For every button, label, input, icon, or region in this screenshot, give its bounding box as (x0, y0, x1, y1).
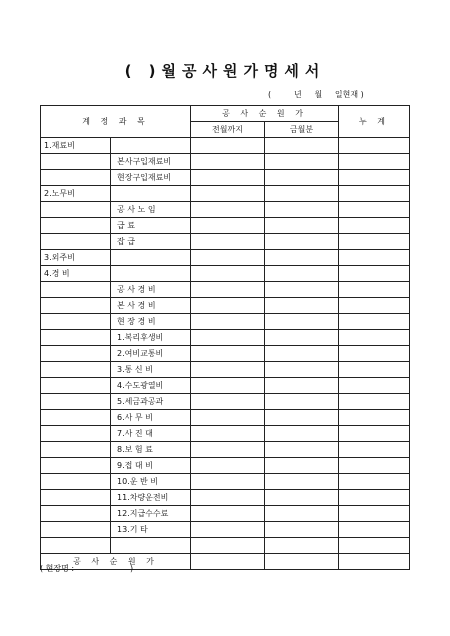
amount-this-month-cell[interactable] (265, 394, 339, 410)
amount-this-month-cell[interactable] (265, 410, 339, 426)
account-main-label (41, 298, 111, 314)
table-row (41, 522, 410, 538)
amount-this-month-cell[interactable] (265, 538, 339, 554)
table-row (41, 282, 410, 298)
account-sub-label (111, 250, 191, 266)
amount-to-last-month-cell[interactable] (191, 138, 265, 154)
table-row (41, 426, 410, 442)
amount-this-month-cell[interactable] (265, 362, 339, 378)
account-main-label (41, 442, 111, 458)
table-row (41, 410, 410, 426)
amount-to-last-month-cell[interactable] (191, 282, 265, 298)
account-main-label (41, 362, 111, 378)
table-row (41, 442, 410, 458)
account-sub-label: 현장구입재료비 (111, 170, 191, 186)
amount-cumulative-cell[interactable] (339, 426, 410, 442)
table-row (41, 490, 410, 506)
amount-cumulative-cell[interactable] (339, 346, 410, 362)
account-sub-label: 12.지급수수료 (111, 506, 191, 522)
header-this-month: 금월분 (265, 122, 339, 138)
amount-cumulative-cell[interactable] (339, 202, 410, 218)
total-label: 공 사 순 원 가 (41, 554, 191, 570)
site-name-field: ( 현장명 : ) (40, 564, 134, 573)
amount-this-month-cell[interactable] (265, 314, 339, 330)
amount-cumulative-cell[interactable] (339, 378, 410, 394)
page-title: ( )월공사원가명세서 (124, 62, 326, 80)
account-main-label (41, 522, 111, 538)
amount-cumulative-cell[interactable] (339, 522, 410, 538)
account-sub-label: 13.기 타 (111, 522, 191, 538)
table-row (41, 186, 410, 202)
amount-to-last-month-cell[interactable] (191, 218, 265, 234)
account-main-label (41, 410, 111, 426)
account-main-label: 2.노무비 (41, 186, 111, 202)
account-sub-label: 11.차량운전비 (111, 490, 191, 506)
amount-to-last-month-cell[interactable] (191, 234, 265, 250)
account-sub-label (111, 266, 191, 282)
amount-to-last-month-cell[interactable] (191, 426, 265, 442)
amount-cumulative-cell[interactable] (339, 138, 410, 154)
account-main-label (41, 282, 111, 298)
amount-cumulative-cell[interactable] (339, 250, 410, 266)
amount-this-month-cell[interactable] (265, 250, 339, 266)
amount-cumulative-cell[interactable] (339, 234, 410, 250)
amount-to-last-month-cell[interactable] (191, 458, 265, 474)
account-main-label (41, 234, 111, 250)
account-main-label (41, 218, 111, 234)
amount-this-month-cell[interactable] (265, 218, 339, 234)
table-row (41, 330, 410, 346)
table-row (41, 154, 410, 170)
amount-to-last-month-cell[interactable] (191, 442, 265, 458)
account-sub-label (111, 186, 191, 202)
account-main-label: 3.외주비 (41, 250, 111, 266)
amount-to-last-month-cell[interactable] (191, 394, 265, 410)
table-row (41, 170, 410, 186)
amount-cumulative-cell[interactable] (339, 186, 410, 202)
table-row (41, 250, 410, 266)
amount-cumulative-cell[interactable] (339, 330, 410, 346)
header-cumulative: 누 계 (339, 106, 410, 138)
account-sub-label: 4.수도광열비 (111, 378, 191, 394)
account-main-label (41, 314, 111, 330)
amount-to-last-month-cell[interactable] (191, 410, 265, 426)
table-row (41, 538, 410, 554)
account-sub-label: 현 장 경 비 (111, 314, 191, 330)
amount-cumulative-cell[interactable] (339, 538, 410, 554)
amount-cumulative-cell[interactable] (339, 154, 410, 170)
account-main-label (41, 394, 111, 410)
account-sub-label: 잡 급 (111, 234, 191, 250)
account-sub-label: 5.세금과공과 (111, 394, 191, 410)
account-main-label: 4.경 비 (41, 266, 111, 282)
account-sub-label: 급 료 (111, 218, 191, 234)
table-row (41, 234, 410, 250)
account-sub-label: 1.복리후생비 (111, 330, 191, 346)
table-row (41, 506, 410, 522)
account-main-label (41, 538, 111, 554)
account-main-label (41, 378, 111, 394)
account-main-label: 1.재료비 (41, 138, 111, 154)
header-account-subject: 계 정 과 목 (41, 106, 191, 138)
amount-this-month-cell[interactable] (265, 202, 339, 218)
account-sub-label: 2.여비교통비 (111, 346, 191, 362)
table-row (41, 474, 410, 490)
amount-this-month-cell[interactable] (265, 458, 339, 474)
amount-this-month-cell[interactable] (265, 378, 339, 394)
total-this-month-cell[interactable] (265, 554, 339, 570)
amount-cumulative-cell[interactable] (339, 394, 410, 410)
amount-this-month-cell[interactable] (265, 234, 339, 250)
amount-cumulative-cell[interactable] (339, 362, 410, 378)
amount-to-last-month-cell[interactable] (191, 330, 265, 346)
amount-cumulative-cell[interactable] (339, 266, 410, 282)
table-row (41, 458, 410, 474)
amount-cumulative-cell[interactable] (339, 458, 410, 474)
account-sub-label: 본 사 경 비 (111, 298, 191, 314)
amount-this-month-cell[interactable] (265, 138, 339, 154)
amount-cumulative-cell[interactable] (339, 474, 410, 490)
table-row (41, 314, 410, 330)
amount-this-month-cell[interactable] (265, 522, 339, 538)
amount-to-last-month-cell[interactable] (191, 314, 265, 330)
amount-to-last-month-cell[interactable] (191, 522, 265, 538)
amount-cumulative-cell[interactable] (339, 282, 410, 298)
amount-cumulative-cell[interactable] (339, 218, 410, 234)
amount-this-month-cell[interactable] (265, 170, 339, 186)
header-construction-cost: 공 사 순 원 가 (191, 106, 339, 122)
amount-to-last-month-cell[interactable] (191, 538, 265, 554)
account-sub-label: 7.사 진 대 (111, 426, 191, 442)
account-main-label (41, 346, 111, 362)
table-row (41, 266, 410, 282)
amount-to-last-month-cell[interactable] (191, 250, 265, 266)
cost-statement-table (40, 105, 410, 570)
amount-this-month-cell[interactable] (265, 346, 339, 362)
account-sub-label: 6.사 무 비 (111, 410, 191, 426)
account-main-label (41, 154, 111, 170)
table-row (41, 362, 410, 378)
amount-cumulative-cell[interactable] (339, 314, 410, 330)
account-main-label (41, 330, 111, 346)
amount-this-month-cell[interactable] (265, 330, 339, 346)
amount-to-last-month-cell[interactable] (191, 346, 265, 362)
table-row (41, 138, 410, 154)
header-to-last-month: 전월까지 (191, 122, 265, 138)
as-of-date: ( 년 월 일현재 ) (268, 90, 364, 99)
account-sub-label (111, 138, 191, 154)
table-row (41, 202, 410, 218)
amount-to-last-month-cell[interactable] (191, 490, 265, 506)
amount-to-last-month-cell[interactable] (191, 266, 265, 282)
total-cumulative-cell[interactable] (339, 554, 410, 570)
amount-this-month-cell[interactable] (265, 154, 339, 170)
amount-cumulative-cell[interactable] (339, 442, 410, 458)
table-row (41, 378, 410, 394)
amount-this-month-cell[interactable] (265, 506, 339, 522)
account-sub-label: 공 사 경 비 (111, 282, 191, 298)
table-row (41, 394, 410, 410)
amount-cumulative-cell[interactable] (339, 298, 410, 314)
amount-this-month-cell[interactable] (265, 266, 339, 282)
amount-this-month-cell[interactable] (265, 282, 339, 298)
account-main-label (41, 474, 111, 490)
amount-this-month-cell[interactable] (265, 474, 339, 490)
amount-this-month-cell[interactable] (265, 442, 339, 458)
amount-to-last-month-cell[interactable] (191, 298, 265, 314)
amount-this-month-cell[interactable] (265, 186, 339, 202)
account-sub-label: 9.접 대 비 (111, 458, 191, 474)
amount-cumulative-cell[interactable] (339, 170, 410, 186)
account-main-label (41, 170, 111, 186)
amount-cumulative-cell[interactable] (339, 410, 410, 426)
account-main-label (41, 458, 111, 474)
account-sub-label: 8.보 험 료 (111, 442, 191, 458)
amount-this-month-cell[interactable] (265, 426, 339, 442)
table-row (41, 346, 410, 362)
amount-to-last-month-cell[interactable] (191, 170, 265, 186)
table-row (41, 218, 410, 234)
amount-this-month-cell[interactable] (265, 490, 339, 506)
account-sub-label: 3.통 신 비 (111, 362, 191, 378)
amount-cumulative-cell[interactable] (339, 490, 410, 506)
table-row (41, 298, 410, 314)
amount-this-month-cell[interactable] (265, 298, 339, 314)
amount-to-last-month-cell[interactable] (191, 474, 265, 490)
amount-to-last-month-cell[interactable] (191, 378, 265, 394)
account-main-label (41, 490, 111, 506)
account-main-label (41, 202, 111, 218)
amount-to-last-month-cell[interactable] (191, 362, 265, 378)
total-to-last-month-cell[interactable] (191, 554, 265, 570)
account-main-label (41, 426, 111, 442)
amount-cumulative-cell[interactable] (339, 506, 410, 522)
amount-to-last-month-cell[interactable] (191, 202, 265, 218)
account-main-label (41, 506, 111, 522)
amount-to-last-month-cell[interactable] (191, 506, 265, 522)
account-sub-label: 공 사 노 임 (111, 202, 191, 218)
account-sub-label (111, 538, 191, 554)
account-sub-label: 본사구입재료비 (111, 154, 191, 170)
account-sub-label: 10.운 반 비 (111, 474, 191, 490)
amount-to-last-month-cell[interactable] (191, 154, 265, 170)
amount-to-last-month-cell[interactable] (191, 186, 265, 202)
